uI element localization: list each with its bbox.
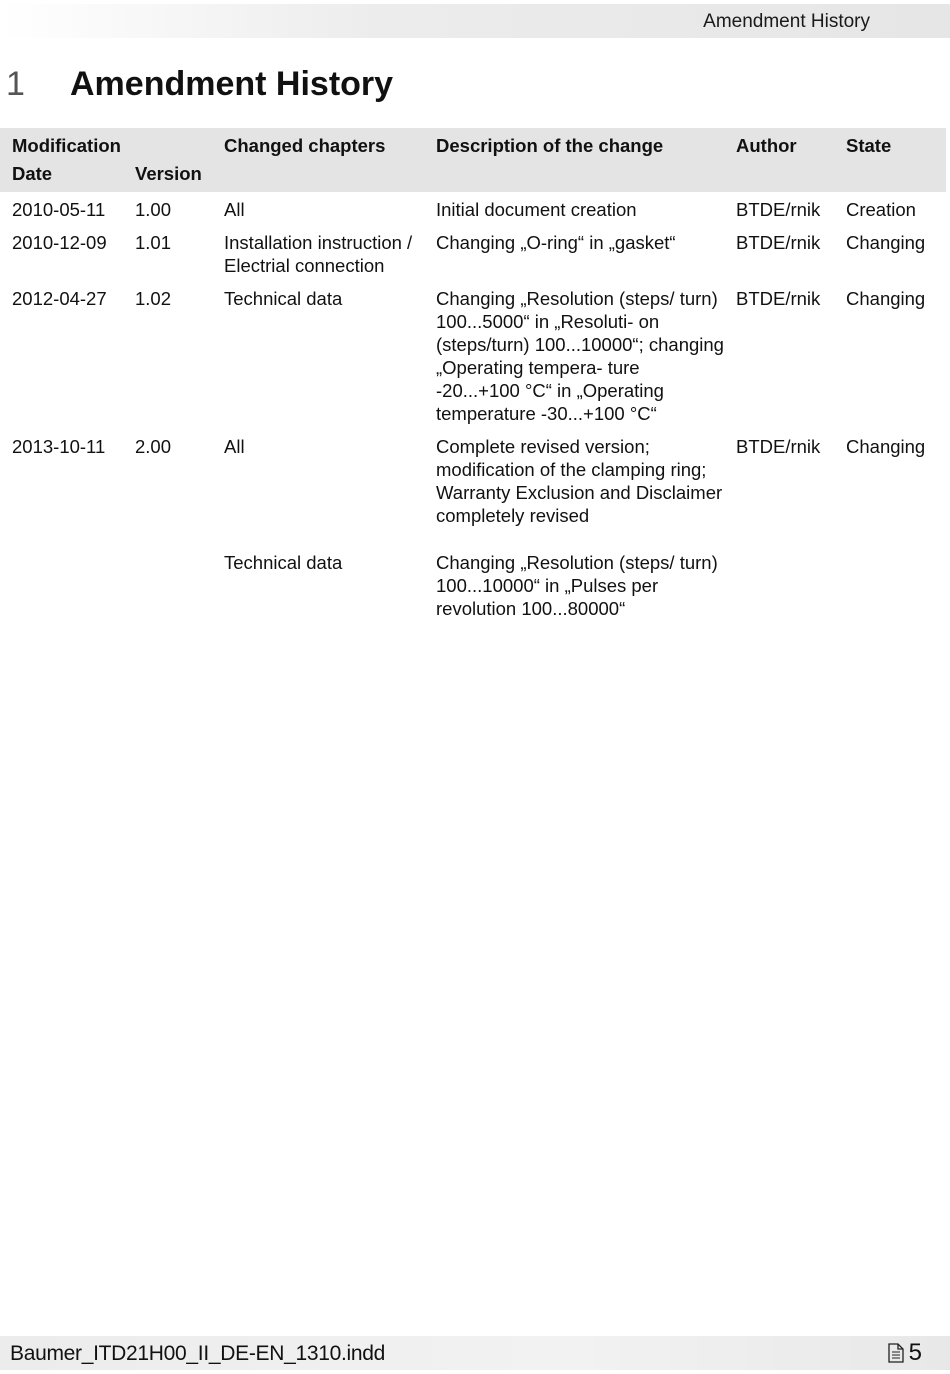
cell-version: 2.00 — [135, 436, 172, 457]
cell-state: Changing — [846, 232, 926, 253]
cell-version — [123, 545, 212, 624]
cell-date — [0, 545, 123, 624]
cell-date: 2010-12-09 — [12, 232, 107, 253]
header-author: Author — [724, 128, 834, 192]
chapter-number: 1 — [6, 64, 25, 103]
cell-chapters: All — [224, 199, 245, 220]
header-state: State — [834, 128, 946, 192]
cell-version: 1.02 — [135, 288, 172, 309]
header-description: Description of the change — [424, 128, 724, 192]
cell-author: BTDE/rnik — [736, 288, 821, 309]
header-modification: Modification — [0, 128, 212, 162]
cell-date: 2010-05-11 — [12, 199, 106, 220]
table-row — [0, 545, 946, 624]
table-spacer-row — [0, 531, 946, 545]
table-row — [0, 281, 946, 429]
cell-description: Changing „Resolution (steps/ turn) 100...5000“ in „Resoluti- on (steps/turn) 100...10000“; changing „Operating tempera- ture -20...+100 °C“ in „Operating temperature -30...+100 °C“ — [436, 288, 724, 424]
header-date: Date — [0, 162, 123, 192]
chapter-heading — [6, 62, 393, 106]
page-footer — [0, 1336, 950, 1370]
cell-author: BTDE/rnik — [736, 232, 821, 253]
cell-description: Initial document creation — [436, 199, 637, 220]
running-header — [0, 4, 950, 38]
cell-author: BTDE/rnik — [736, 436, 821, 457]
cell-chapters: Installation instruction / Electrial connection — [224, 232, 413, 276]
cell-state — [834, 545, 946, 624]
cell-date: 2013-10-11 — [12, 436, 106, 457]
cell-version: 1.00 — [135, 199, 172, 220]
cell-description: Complete revised version; modification of the clamping ring; Warranty Exclusion and Disclaimer completely revised — [436, 436, 723, 526]
header-changed-chapters: Changed chapters — [212, 128, 424, 192]
cell-state: Creation — [846, 199, 916, 220]
running-header-title: Amendment History — [703, 11, 870, 32]
amendment-history-table — [0, 128, 946, 624]
table-row — [0, 225, 946, 281]
table-header-row — [0, 128, 946, 162]
cell-chapters: Technical data — [224, 288, 343, 309]
cell-description: Changing „Resolution (steps/ turn) 100...10000“ in „Pulses per revolution 100...80000“ — [436, 552, 718, 619]
table-row — [0, 192, 946, 225]
cell-date: 2012-04-27 — [12, 288, 107, 309]
cell-author — [724, 545, 834, 624]
cell-state: Changing — [846, 288, 926, 309]
cell-chapters: Technical data — [224, 552, 343, 573]
page-number: 5 — [908, 1339, 922, 1366]
cell-author: BTDE/rnik — [736, 199, 821, 220]
header-version: Version — [123, 162, 212, 192]
chapter-title: Amendment History — [70, 64, 394, 103]
table-row — [0, 429, 946, 531]
cell-state: Changing — [846, 436, 926, 457]
cell-chapters: All — [224, 436, 245, 457]
footer-filename: Baumer_ITD21H00_II_DE-EN_1310.indd — [10, 1342, 386, 1365]
document-icon — [888, 1343, 904, 1363]
cell-version: 1.01 — [135, 232, 172, 253]
cell-description: Changing „O-ring“ in „gasket“ — [436, 232, 676, 253]
